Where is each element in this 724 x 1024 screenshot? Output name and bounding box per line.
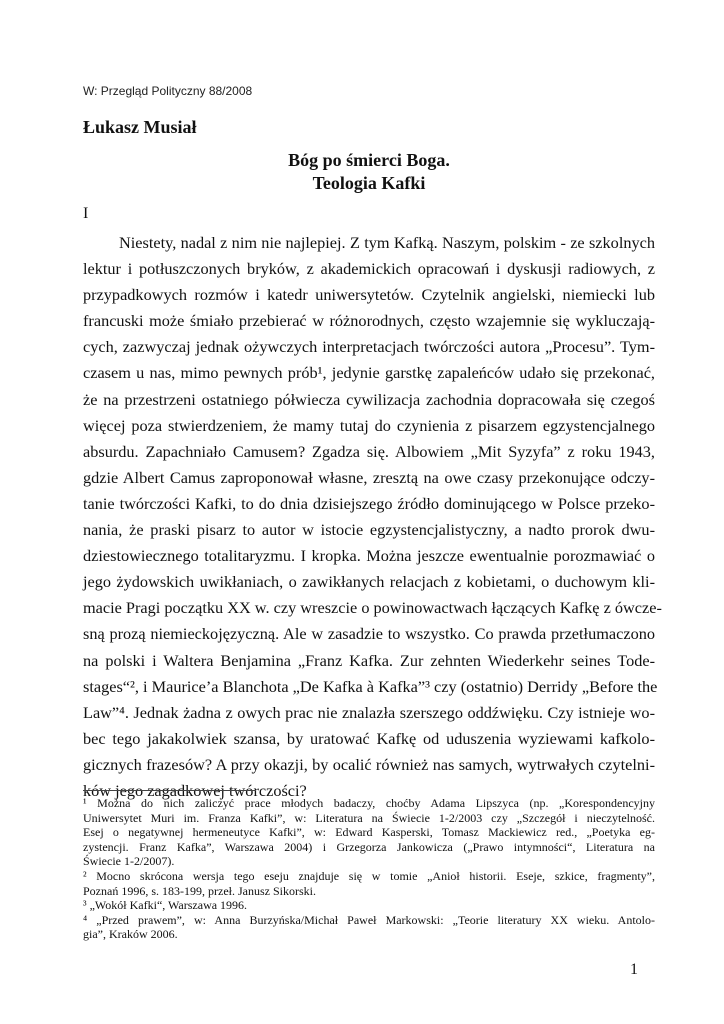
body-line: Law”⁴. Jednak żadna z owych prac nie znalazła szerszego oddźwięku. Czy istnieje wo- xyxy=(83,702,655,722)
body-line: gdzie Albert Camus zaproponował własne, zresztą na owe czasy przekonujące odczy- xyxy=(83,467,655,487)
body-line: absurdu. Zapachniało Camusem? Zgadza się. Albowiem „Mit Syzyfa” z roku 1943, xyxy=(83,441,655,461)
body-line: jego żydowskich uwikłaniach, o zawikłanych relacjach z kobietami, o duchowym kli- xyxy=(83,572,655,592)
body-line: gicznych frazesów? A przy okazji, by ocalić również nas samych, wytrwałych czytelni- xyxy=(83,754,655,774)
footnote-line: Esej o negatywnej hermeneutyce Kafki”, w: Edward Kasperski, Tomasz Mackiewicz red., „Poetyka eg- xyxy=(83,825,655,840)
body-line: na polski i Waltera Benjamina „Franz Kafka. Zur zehnten Wiederkehr seines Tode- xyxy=(83,650,655,670)
footnote-line: Uniwersytet Muri im. Franza Kafki”, w: Literatura na Świecie 1-2/2003 czy „Szczegół i nieczytelność. xyxy=(83,810,655,825)
footnote-line: Poznań 1996, s. 183-199, przeł. Janusz Sikorski. xyxy=(83,883,316,898)
body-line: przypadkowych rozmów i katedr uniwersytetów. Czytelnik angielski, niemiecki lub xyxy=(83,285,655,305)
body-line: tanie twórczości Kafki, to do dnia dzisiejszego źródło dominującego w Polsce przeko- xyxy=(83,493,655,513)
footnote-line: zystencji. Franz Kafka”, Warszawa 2004) i Grzegorza Jankowicza („Prawo intymności“, Literatura na xyxy=(83,839,655,854)
footnote-line: gia”, Kraków 2006. xyxy=(83,927,178,942)
title-line-2: Teologia Kafki xyxy=(312,173,426,193)
source-header: W: Przegląd Polityczny 88/2008 xyxy=(83,84,253,98)
footnote-separator xyxy=(83,790,256,791)
body-line: ków jego zagadkowej twórczości? xyxy=(83,780,307,800)
title-line-1: Bóg po śmierci Boga. xyxy=(288,150,450,170)
body-line: bec tego jakakolwiek szansa, by uratować Kafkę od uduszenia wyziewami kafkolo- xyxy=(83,728,655,748)
body-line: stages“², i Maurice’a Blanchota „De Kafka à Kafka”³ czy (ostatnio) Derridy „Before the xyxy=(83,676,658,696)
footnote-line: ³ „Wokół Kafki“, Warszawa 1996. xyxy=(83,898,248,913)
body-line: cych, zazwyczaj jednak ożywczych interpretacjach twórczości autora „Procesu”. Tym- xyxy=(83,337,655,357)
section-number: I xyxy=(83,205,89,222)
body-text xyxy=(83,230,662,804)
body-line: lektur i potłuszczonych bryków, z akademickich opracowań i dyskusji radiowych, z xyxy=(83,259,655,279)
body-line: że na przestrzeni ostatniego półwiecza cywilizacja zachodnia dopracowała się czegoś xyxy=(83,389,655,409)
footnote-line: ² Mocno skrócona wersja tego eseju znajduje się w tomie „Anioł historii. Eseje, szkice, fragmenty”, xyxy=(83,868,655,883)
body-line: dziestowiecznego totalitaryzmu. I kropka. Można jeszcze ewentualnie porozmawiać o xyxy=(83,546,655,566)
body-line: nania, że praski pisarz to autor w istocie egzystencjalistyczny, a nadto prorok dwu- xyxy=(83,520,655,540)
footnote-line: ¹ Można do nich zaliczyć prace młodych badaczy, choćby Adama Lipszyca (np. „Korespondencyjny xyxy=(83,796,655,810)
footnote-line: ⁴ „Przed prawem”, w: Anna Burzyńska/Michał Paweł Markowski: „Teorie literatury XX wieku. Antolo- xyxy=(83,912,655,927)
body-line: Niestety, nadal z nim nie najlepiej. Z tym Kafką. Naszym, polskim - ze szkolnych xyxy=(119,233,655,252)
body-line: macie Pragi początku XX w. czy wreszcie o powinowactwach łączących Kafkę z ówcze- xyxy=(83,598,662,618)
body-line: więcej poza stwierdzeniem, że mamy tutaj do czynienia z pisarzem egzystencjalnego xyxy=(83,415,655,435)
page-number: 1 xyxy=(630,961,638,978)
footnotes xyxy=(83,796,655,942)
body-line: sną prozą niemieckojęzyczną. Ale w zasadzie to wszystko. Co prawda przetłumaczono xyxy=(83,624,655,644)
footnote-line: Świecie 1-2/2007). xyxy=(83,854,175,869)
author-name: Łukasz Musiał xyxy=(83,117,197,137)
body-line: czasem u nas, mimo pewnych prób¹, jedynie garstkę zapaleńców udało się przekonać, xyxy=(83,363,655,383)
body-line: francuski może śmiało przebierać w różnorodnych, często wzajemnie się wykluczają- xyxy=(83,311,655,331)
